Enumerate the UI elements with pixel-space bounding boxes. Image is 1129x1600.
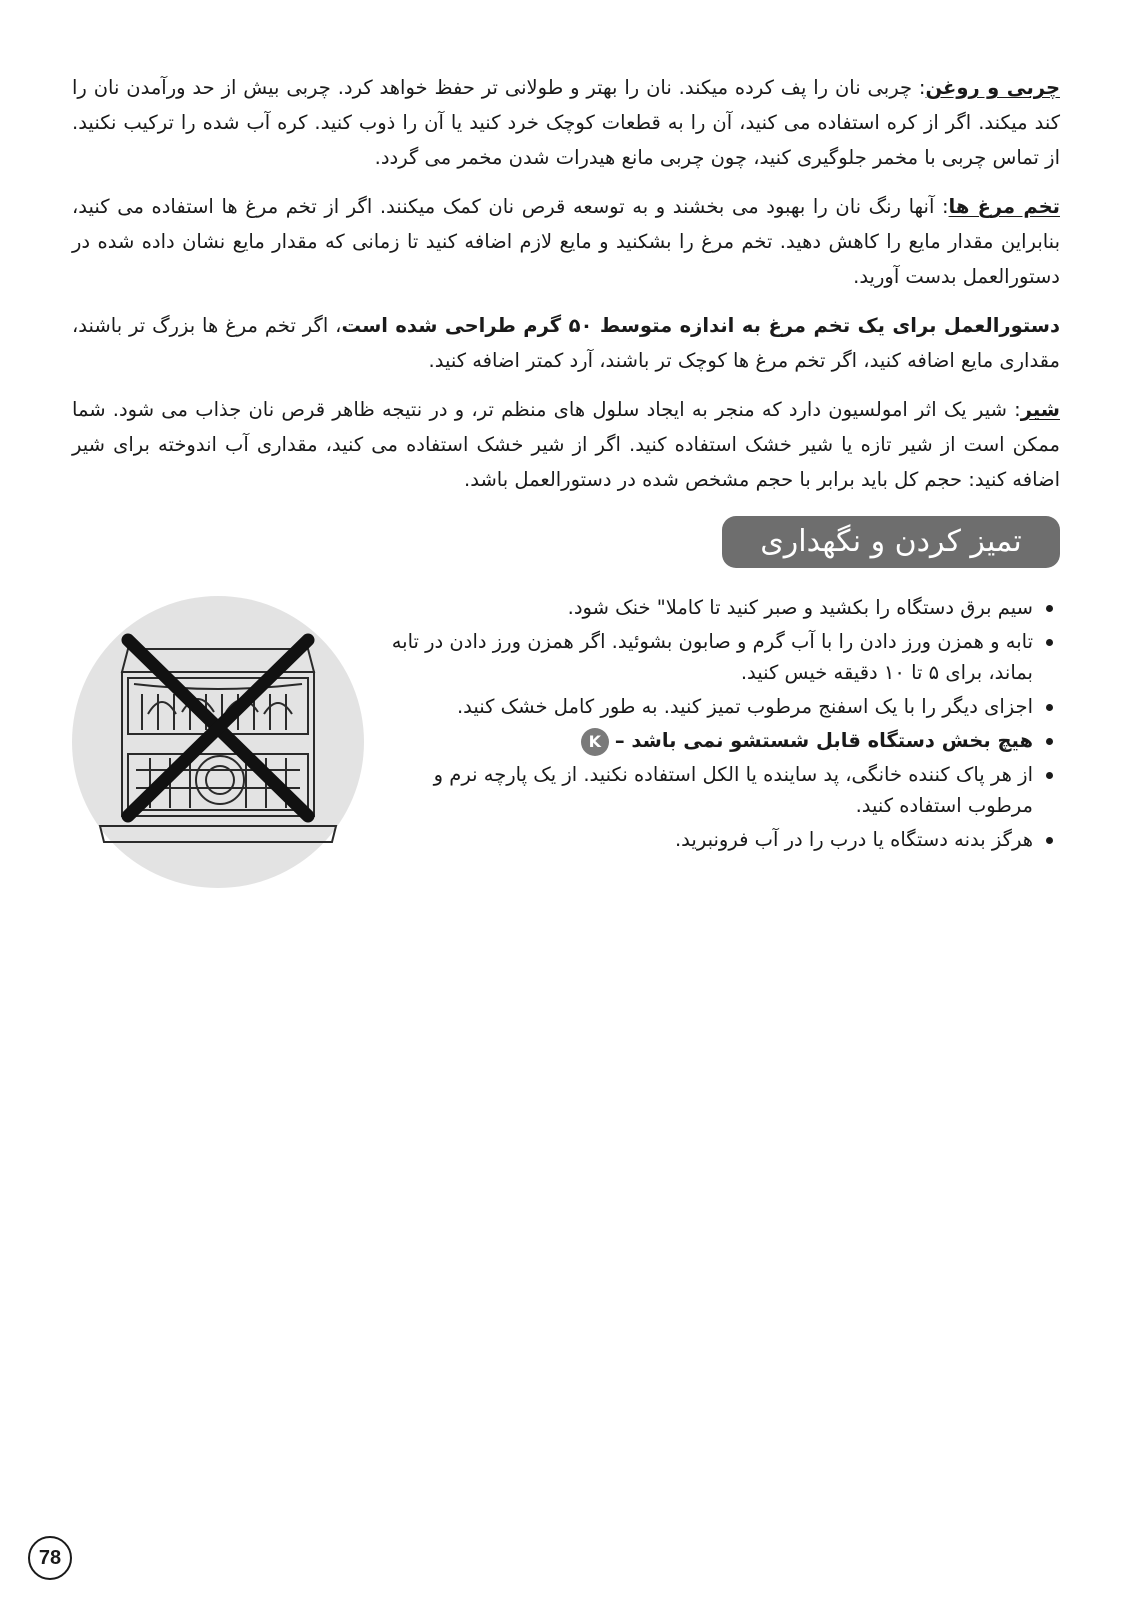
- paragraph-recipe: [72, 308, 1060, 378]
- list-item: هیچ بخش دستگاه قابل شستشو نمی باشد –K: [389, 725, 1057, 756]
- paragraph-recipe-bold: دستورالعمل برای یک تخم مرغ به اندازه متوسط ۵۰ گرم طراحی شده است: [341, 314, 1060, 337]
- paragraph-eggs: [72, 189, 1060, 294]
- list-item: اجزای دیگر را با یک اسفنج مرطوب تمیز کنید. به طور کامل خشک کنید.: [389, 691, 1057, 722]
- paragraph-eggs-text: : آنها رنگ نان را بهبود می بخشند و به توسعه قرص نان کمک میکنند. اگر از تخم مرغ ها استفاده می کنید، بنابراین مقدار مایع را کاهش دهید. تخم مرغ را بشکنید و مایع لازم اضافه کنید تا زمانی که مقدار مایع نشان داده شده در دستورالعمل بدست آورید.: [72, 195, 1060, 288]
- page-number: 78: [28, 1536, 72, 1580]
- list-item: هرگز بدنه دستگاه یا درب را در آب فرونبرید.: [389, 824, 1057, 855]
- paragraph-milk-lead: شیر: [1020, 398, 1060, 421]
- dishwasher-prohibited-icon: [70, 594, 366, 890]
- paragraph-milk: [72, 392, 1060, 497]
- paragraph-milk-text: : شیر یک اثر امولسیون دارد که منجر به ایجاد سلول های منظم تر، و در نتیجه ظاهر قرص نان جذاب می شود. شما ممکن است از شیر تازه یا شیر خشک استفاده کنید. اگر از شیر خشک استفاده می کنید، مقداری آب اندوخته برای شیر اضافه کنید: حجم کل باید برابر با حجم مشخص شده در دستورالعمل باشد.: [72, 398, 1060, 491]
- list-item: تابه و همزن ورز دادن را با آب گرم و صابون بشوئید. اگر همزن ورز دادن در تابه بماند، برای ۵ تا ۱۰ دقیقه خیس کنید.: [389, 626, 1057, 688]
- paragraph-eggs-lead: تخم مرغ ها: [948, 195, 1060, 218]
- paragraph-fat: [72, 70, 1060, 175]
- paragraph-fat-text: : چربی نان را پف کرده میکند. نان را بهتر و طولانی تر حفظ خواهد کرد. چربی بیش از حد ورآمدن نان را کند میکند. اگر از کره استفاده می کنید، آن را به قطعات کوچک خرد کنید یا آن را ذوب کنید. کره آب شده را ترکیب نکنید. از تماس چربی با مخمر جلوگیری کنید، چون چربی مانع هیدرات شدن مخمر می گردد.: [72, 76, 1060, 169]
- body-text: [72, 70, 1060, 511]
- section-heading: تمیز کردن و نگهداری: [722, 516, 1060, 568]
- paragraph-fat-lead: چربی و روغن: [925, 76, 1060, 99]
- cleaning-list: [389, 592, 1057, 858]
- k-badge-icon: K: [581, 728, 609, 756]
- list-item: از هر پاک کننده خانگی، پد ساینده یا الکل استفاده نکنید. از یک پارچه نرم و مرطوب استفاده کنید.: [389, 759, 1057, 821]
- paragraph-recipe-text: ، اگر تخم مرغ ها بزرگ تر باشند، مقداری مایع اضافه کنید، اگر تخم مرغ ها کوچک تر باشند، آرد کمتر اضافه کنید.: [72, 314, 1060, 372]
- list-item: سیم برق دستگاه را بکشید و صبر کنید تا کاملا" خنک شود.: [389, 592, 1057, 623]
